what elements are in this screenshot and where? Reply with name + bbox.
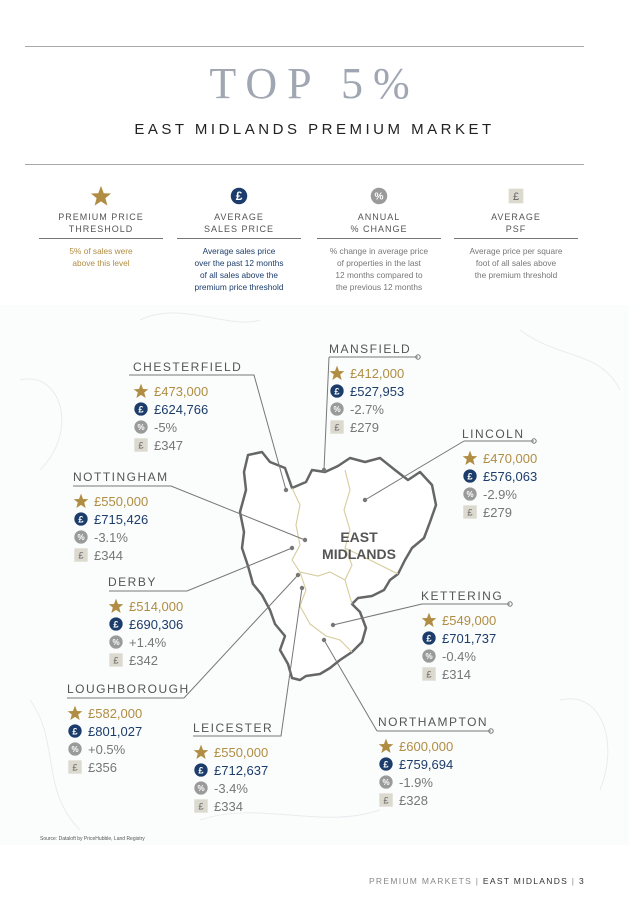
psf-row bbox=[329, 418, 411, 436]
svg-text:£: £ bbox=[78, 550, 84, 561]
svg-text:£: £ bbox=[138, 404, 144, 415]
threshold-row bbox=[193, 743, 273, 761]
percent-circle-icon bbox=[193, 780, 209, 796]
psf-row bbox=[67, 758, 190, 776]
legend-desc-line: above this level bbox=[72, 258, 130, 268]
pound-square-icon bbox=[193, 798, 209, 814]
star-icon bbox=[67, 705, 83, 721]
percent-circle-icon bbox=[378, 774, 394, 790]
legend-label-2: PSF bbox=[505, 224, 527, 234]
svg-text:£: £ bbox=[334, 386, 340, 397]
threshold-row bbox=[67, 704, 190, 722]
change-value: -3.4% bbox=[214, 780, 248, 796]
pound-square-icon bbox=[73, 547, 89, 563]
legend-label-1: AVERAGE bbox=[491, 212, 541, 222]
pound-square-icon bbox=[133, 437, 149, 453]
page-subtitle: EAST MIDLANDS PREMIUM MARKET bbox=[134, 121, 495, 138]
region-nottingham bbox=[73, 470, 169, 564]
legend-label-2: THRESHOLD bbox=[68, 224, 134, 234]
star-icon bbox=[421, 612, 437, 628]
threshold-row bbox=[462, 449, 537, 467]
region-name: LEICESTER bbox=[193, 721, 274, 735]
svg-text:£: £ bbox=[235, 189, 243, 204]
threshold-row bbox=[73, 492, 169, 510]
threshold-row bbox=[329, 364, 411, 382]
region-leicester bbox=[193, 721, 273, 815]
svg-text:%: % bbox=[137, 423, 145, 432]
threshold-row bbox=[133, 382, 242, 400]
average-row bbox=[73, 510, 169, 528]
footer-separator: | bbox=[475, 876, 483, 886]
star-icon bbox=[378, 738, 394, 754]
percent-circle-icon bbox=[73, 529, 89, 545]
percent-circle-icon bbox=[462, 486, 478, 502]
region-lincoln bbox=[462, 427, 537, 521]
threshold-row bbox=[378, 737, 488, 755]
threshold-value: £549,000 bbox=[442, 612, 497, 628]
average-value: £527,953 bbox=[350, 383, 405, 399]
pound-square-icon bbox=[108, 652, 124, 668]
legend-label-1: PREMIUM PRICE bbox=[58, 212, 144, 222]
psf-value: £279 bbox=[483, 504, 512, 520]
svg-text:%: % bbox=[333, 405, 341, 414]
average-row bbox=[421, 629, 503, 647]
svg-text:£: £ bbox=[198, 801, 204, 812]
pound-circle-icon bbox=[378, 756, 394, 772]
svg-text:%: % bbox=[71, 745, 79, 754]
region-northampton bbox=[378, 715, 488, 809]
page-number: 3 bbox=[578, 876, 585, 886]
svg-text:£: £ bbox=[334, 422, 340, 433]
psf-value: £356 bbox=[88, 759, 117, 775]
threshold-value: £582,000 bbox=[88, 705, 143, 721]
star-icon bbox=[108, 598, 124, 614]
psf-value: £344 bbox=[94, 547, 123, 563]
psf-row bbox=[421, 665, 503, 683]
legend-desc-line: foot of all sales above bbox=[475, 258, 557, 268]
svg-text:£: £ bbox=[113, 619, 119, 630]
average-value: £624,766 bbox=[154, 401, 209, 417]
legend-desc-line: premium price threshold bbox=[194, 282, 284, 292]
region-name: NORTHAMPTON bbox=[378, 715, 489, 729]
svg-text:£: £ bbox=[138, 440, 144, 451]
average-value: £701,737 bbox=[442, 630, 497, 646]
change-value: -2.7% bbox=[350, 401, 384, 417]
map-label bbox=[296, 529, 422, 563]
psf-row bbox=[73, 546, 169, 564]
average-value: £715,426 bbox=[94, 511, 149, 527]
region-name: KETTERING bbox=[421, 589, 504, 603]
change-row bbox=[73, 528, 169, 546]
pound-circle-icon bbox=[133, 401, 149, 417]
svg-text:£: £ bbox=[426, 669, 432, 680]
average-row bbox=[329, 382, 411, 400]
svg-text:%: % bbox=[77, 533, 85, 542]
svg-text:£: £ bbox=[467, 507, 473, 518]
region-mansfield bbox=[329, 342, 411, 436]
average-row bbox=[193, 761, 273, 779]
percent-circle-icon bbox=[329, 401, 345, 417]
legend-desc-line: of properties in the last bbox=[337, 258, 421, 268]
pound-circle-icon bbox=[421, 630, 437, 646]
psf-row bbox=[462, 503, 537, 521]
pound-circle-icon bbox=[462, 468, 478, 484]
pound-square-icon bbox=[67, 759, 83, 775]
svg-text:%: % bbox=[374, 191, 384, 203]
change-row bbox=[133, 418, 242, 436]
legend-desc-line: 5% of sales were bbox=[69, 246, 133, 256]
footer-separator: | bbox=[571, 876, 579, 886]
pound-circle-icon bbox=[329, 383, 345, 399]
average-row bbox=[133, 400, 242, 418]
legend-desc-line: the premium threshold bbox=[474, 270, 558, 280]
change-value: -0.4% bbox=[442, 648, 476, 664]
psf-value: £328 bbox=[399, 792, 428, 808]
svg-text:£: £ bbox=[198, 765, 204, 776]
legend-desc-line: over the past 12 months bbox=[194, 258, 284, 268]
threshold-value: £412,000 bbox=[350, 365, 405, 381]
percent-circle-icon bbox=[133, 419, 149, 435]
pound-circle-icon bbox=[67, 723, 83, 739]
svg-text:£: £ bbox=[383, 759, 389, 770]
change-value: +0.5% bbox=[88, 741, 126, 757]
svg-text:£: £ bbox=[467, 471, 473, 482]
psf-value: £342 bbox=[129, 652, 158, 668]
pound-circle-icon bbox=[108, 616, 124, 632]
change-row bbox=[193, 779, 273, 797]
average-row bbox=[462, 467, 537, 485]
average-row bbox=[378, 755, 488, 773]
change-row bbox=[67, 740, 190, 758]
change-row bbox=[108, 633, 183, 651]
page-footer bbox=[369, 876, 585, 886]
page-title: TOP 5% bbox=[209, 59, 420, 108]
threshold-value: £514,000 bbox=[129, 598, 184, 614]
change-value: +1.4% bbox=[129, 634, 167, 650]
pound-square-icon bbox=[421, 666, 437, 682]
threshold-value: £550,000 bbox=[94, 493, 149, 509]
map-label-line: EAST bbox=[340, 529, 378, 545]
region-name: CHESTERFIELD bbox=[133, 360, 243, 374]
psf-value: £347 bbox=[154, 437, 183, 453]
percent-circle-icon bbox=[108, 634, 124, 650]
legend-desc-line: % change in average price bbox=[329, 246, 429, 256]
threshold-value: £600,000 bbox=[399, 738, 454, 754]
star-icon bbox=[462, 450, 478, 466]
percent-circle-icon bbox=[67, 741, 83, 757]
pound-square-icon bbox=[462, 504, 478, 520]
legend-label-1: ANNUAL bbox=[357, 212, 401, 222]
average-row bbox=[108, 615, 183, 633]
region-derby bbox=[108, 575, 183, 669]
psf-row bbox=[133, 436, 242, 454]
percent-circle-icon bbox=[421, 648, 437, 664]
average-value: £801,027 bbox=[88, 723, 143, 739]
threshold-row bbox=[108, 597, 183, 615]
change-row bbox=[329, 400, 411, 418]
average-value: £690,306 bbox=[129, 616, 184, 632]
svg-text:£: £ bbox=[72, 762, 78, 773]
svg-text:£: £ bbox=[426, 633, 432, 644]
psf-row bbox=[378, 791, 488, 809]
svg-text:%: % bbox=[197, 784, 205, 793]
region-name: LINCOLN bbox=[462, 427, 525, 441]
region-name: DERBY bbox=[108, 575, 157, 589]
legend-desc-line: the previous 12 months bbox=[335, 282, 423, 292]
average-value: £712,637 bbox=[214, 762, 269, 778]
svg-text:£: £ bbox=[78, 514, 84, 525]
psf-row bbox=[193, 797, 273, 815]
map-label-line: MIDLANDS bbox=[322, 546, 396, 562]
svg-text:£: £ bbox=[72, 726, 78, 737]
svg-text:%: % bbox=[112, 638, 120, 647]
svg-text:£: £ bbox=[512, 191, 520, 204]
region-kettering bbox=[421, 589, 503, 683]
svg-text:%: % bbox=[466, 490, 474, 499]
psf-value: £334 bbox=[214, 798, 243, 814]
psf-row bbox=[108, 651, 183, 669]
svg-text:£: £ bbox=[113, 655, 119, 666]
psf-value: £279 bbox=[350, 419, 379, 435]
change-value: -2.9% bbox=[483, 486, 517, 502]
legend-desc-line: 12 months compared to bbox=[335, 270, 423, 280]
change-row bbox=[462, 485, 537, 503]
region-name: NOTTINGHAM bbox=[73, 470, 169, 484]
star-icon bbox=[73, 493, 89, 509]
change-row bbox=[378, 773, 488, 791]
legend-desc-line: Average sales price bbox=[202, 246, 276, 256]
pound-circle-icon bbox=[193, 762, 209, 778]
threshold-value: £473,000 bbox=[154, 383, 209, 399]
footer-section: PREMIUM MARKETS bbox=[368, 876, 473, 886]
legend-label-2: SALES PRICE bbox=[203, 224, 275, 234]
svg-text:£: £ bbox=[383, 795, 389, 806]
change-value: -1.9% bbox=[399, 774, 433, 790]
legend-desc-line: Average price per square bbox=[469, 246, 563, 256]
pound-square-icon bbox=[329, 419, 345, 435]
psf-value: £314 bbox=[442, 666, 471, 682]
change-value: -5% bbox=[154, 419, 178, 435]
legend-label-1: AVERAGE bbox=[214, 212, 264, 222]
threshold-row bbox=[421, 611, 503, 629]
region-chesterfield bbox=[133, 360, 242, 454]
svg-text:%: % bbox=[425, 652, 433, 661]
legend-desc-line: of all sales above the bbox=[200, 270, 278, 280]
threshold-value: £550,000 bbox=[214, 744, 269, 760]
average-value: £576,063 bbox=[483, 468, 538, 484]
region-name: LOUGHBOROUGH bbox=[67, 682, 190, 696]
region-name: MANSFIELD bbox=[329, 342, 412, 356]
star-icon bbox=[133, 383, 149, 399]
region-loughborough bbox=[67, 682, 190, 776]
pound-square-icon bbox=[378, 792, 394, 808]
legend-label-2: % CHANGE bbox=[350, 224, 408, 234]
star-icon bbox=[329, 365, 345, 381]
footer-region: EAST MIDLANDS bbox=[482, 876, 569, 886]
east-midlands-outline bbox=[240, 452, 436, 680]
change-value: -3.1% bbox=[94, 529, 128, 545]
average-row bbox=[67, 722, 190, 740]
star-icon bbox=[193, 744, 209, 760]
source-note: Source: Dataloft by PriceHubble, Land Registry bbox=[40, 836, 145, 842]
average-value: £759,694 bbox=[399, 756, 454, 772]
threshold-value: £470,000 bbox=[483, 450, 538, 466]
pound-circle-icon bbox=[73, 511, 89, 527]
svg-text:%: % bbox=[382, 778, 390, 787]
change-row bbox=[421, 647, 503, 665]
